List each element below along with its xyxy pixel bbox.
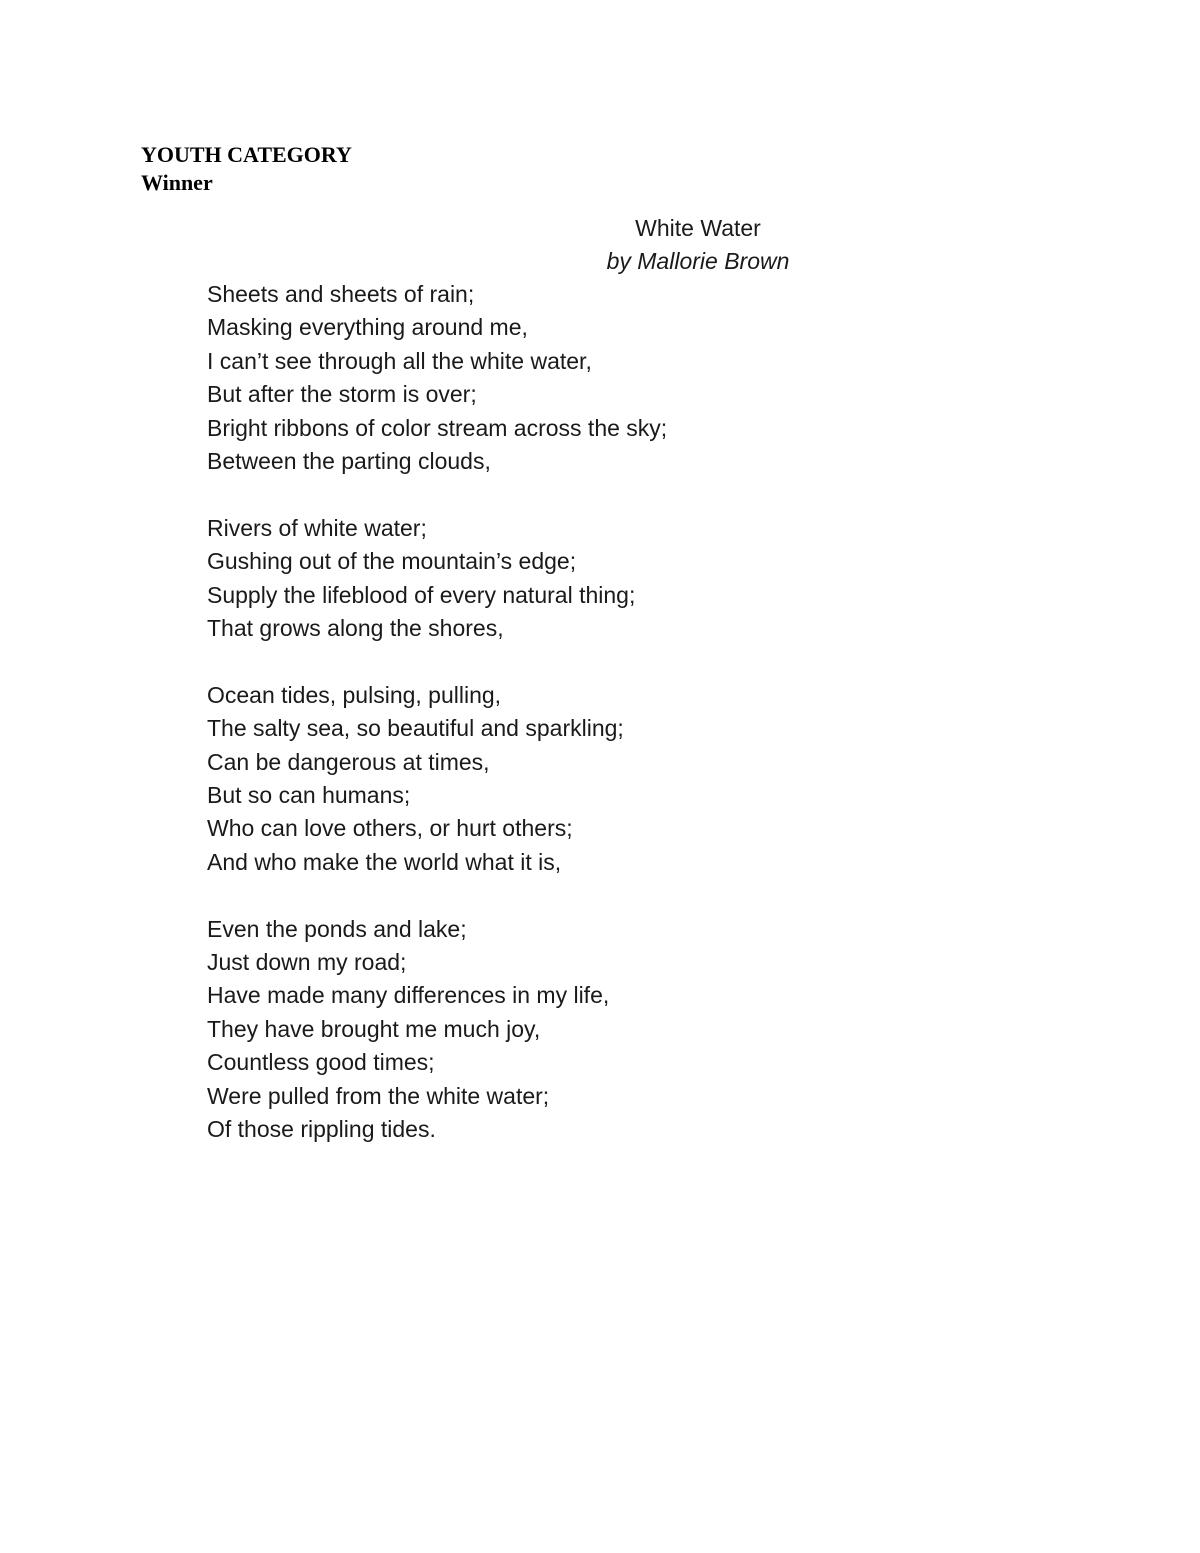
poem-body <box>207 278 667 1147</box>
poem-line: Who can love others, or hurt others; <box>207 815 573 842</box>
poem-line: They have brought me much joy, <box>207 1015 541 1042</box>
poem-line: The salty sea, so beautiful and sparkling; <box>207 715 624 742</box>
poem-line: Were pulled from the white water; <box>207 1082 550 1109</box>
poem-line: And who make the world what it is, <box>207 848 562 875</box>
poem-line: That grows along the shores, <box>207 615 504 642</box>
poem-line: I can’t see through all the white water, <box>207 347 592 374</box>
stanza <box>207 913 667 1147</box>
heading-block <box>141 141 352 197</box>
poem-line: Sheets and sheets of rain; <box>207 281 475 307</box>
poem-line: Of those rippling tides. <box>207 1116 436 1143</box>
poem-author: by Mallorie Brown <box>606 248 790 274</box>
poem-title: White Water <box>635 215 761 241</box>
poem-line: Just down my road; <box>207 949 407 976</box>
poem-line: Countless good times; <box>207 1049 435 1076</box>
poem-line: Ocean tides, pulsing, pulling, <box>207 681 502 708</box>
poem-line: But so can humans; <box>207 782 411 809</box>
poem-line: Rivers of white water; <box>207 514 427 541</box>
poem-line: Even the ponds and lake; <box>207 915 467 942</box>
stanza <box>207 512 667 646</box>
poem-line: Between the parting clouds, <box>207 448 491 475</box>
poem-line: Have made many differences in my life, <box>207 982 610 1009</box>
stanza <box>207 278 667 478</box>
poem-line: But after the storm is over; <box>207 381 477 408</box>
poem-line: Gushing out of the mountain’s edge; <box>207 548 577 575</box>
poem-line: Bright ribbons of color stream across the sky; <box>207 414 668 441</box>
award-label: Winner <box>141 170 213 195</box>
poem-line: Supply the lifeblood of every natural thing; <box>207 581 636 608</box>
category-heading: YOUTH CATEGORY <box>141 142 352 167</box>
poem-line: Can be dangerous at times, <box>207 748 490 775</box>
poem-line: Masking everything around me, <box>207 314 528 341</box>
stanza <box>207 679 667 879</box>
